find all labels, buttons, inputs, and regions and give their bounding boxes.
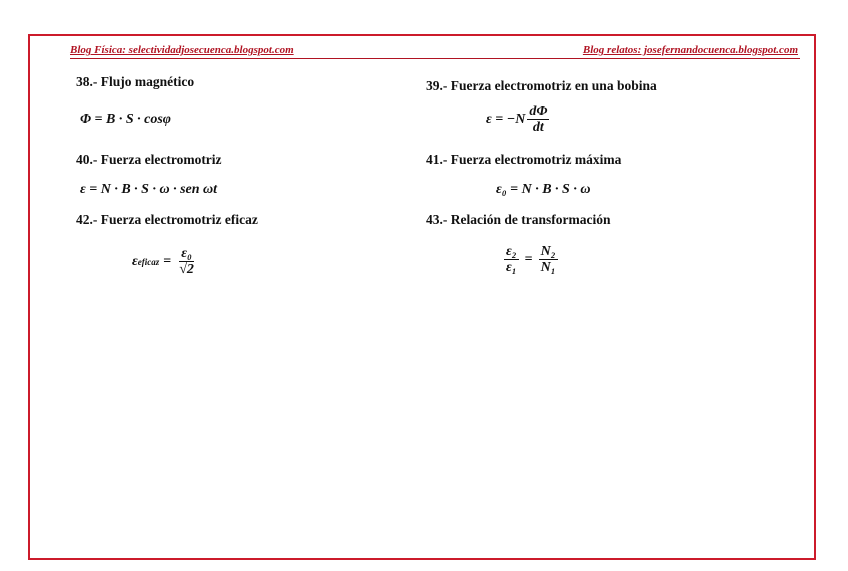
- formula-43-fraction-left: [504, 244, 519, 276]
- formula-42-lhs: ε: [132, 253, 138, 269]
- formula-43-den1: ε₁: [506, 260, 517, 276]
- formula-38: Φ = B · S · cosφ: [80, 112, 171, 127]
- formula-40: ε = N · B · S · ω · sen ωt: [80, 182, 218, 197]
- formula-43: [502, 244, 560, 276]
- title-39: 39.- Fuerza electromotriz en una bobina: [426, 78, 657, 93]
- formula-39-fraction: [527, 104, 549, 136]
- formula-42-equals: =: [163, 253, 172, 269]
- formula-42-num: ε₀: [181, 246, 192, 261]
- formula-42: [132, 246, 198, 278]
- header-divider: [70, 58, 800, 59]
- formula-42-den: √2: [179, 262, 194, 278]
- formula-43-equals: =: [524, 251, 533, 267]
- formula-41: ε₀ = N · B · S · ω: [496, 182, 591, 197]
- title-43: 43.- Relación de transformación: [426, 212, 611, 227]
- formula-43-num2: N₂: [540, 244, 556, 259]
- formula-39-den: dt: [532, 120, 544, 136]
- title-40: 40.- Fuerza electromotriz: [76, 152, 222, 167]
- formula-43-num1: ε₂: [506, 244, 517, 259]
- header-left-link[interactable]: Blog Física: selectividadjosecuenca.blogspot.com: [70, 44, 294, 56]
- title-38: 38.- Flujo magnético: [76, 74, 195, 89]
- formula-39-num: dΦ: [529, 104, 548, 119]
- formula-39: [486, 104, 551, 136]
- formula-42-lhs-sub: eficaz: [137, 256, 160, 267]
- formula-43-fraction-right: [539, 244, 558, 276]
- formula-42-fraction: [177, 246, 196, 278]
- formula-39-lhs: ε = −N: [486, 111, 526, 127]
- formula-43-den2: N₁: [540, 260, 556, 276]
- title-41: 41.- Fuerza electromotriz máxima: [426, 152, 622, 167]
- header-right-link[interactable]: Blog relatos: josefernandocuenca.blogspot.com: [582, 44, 798, 56]
- title-42: 42.- Fuerza electromotriz eficaz: [76, 212, 258, 227]
